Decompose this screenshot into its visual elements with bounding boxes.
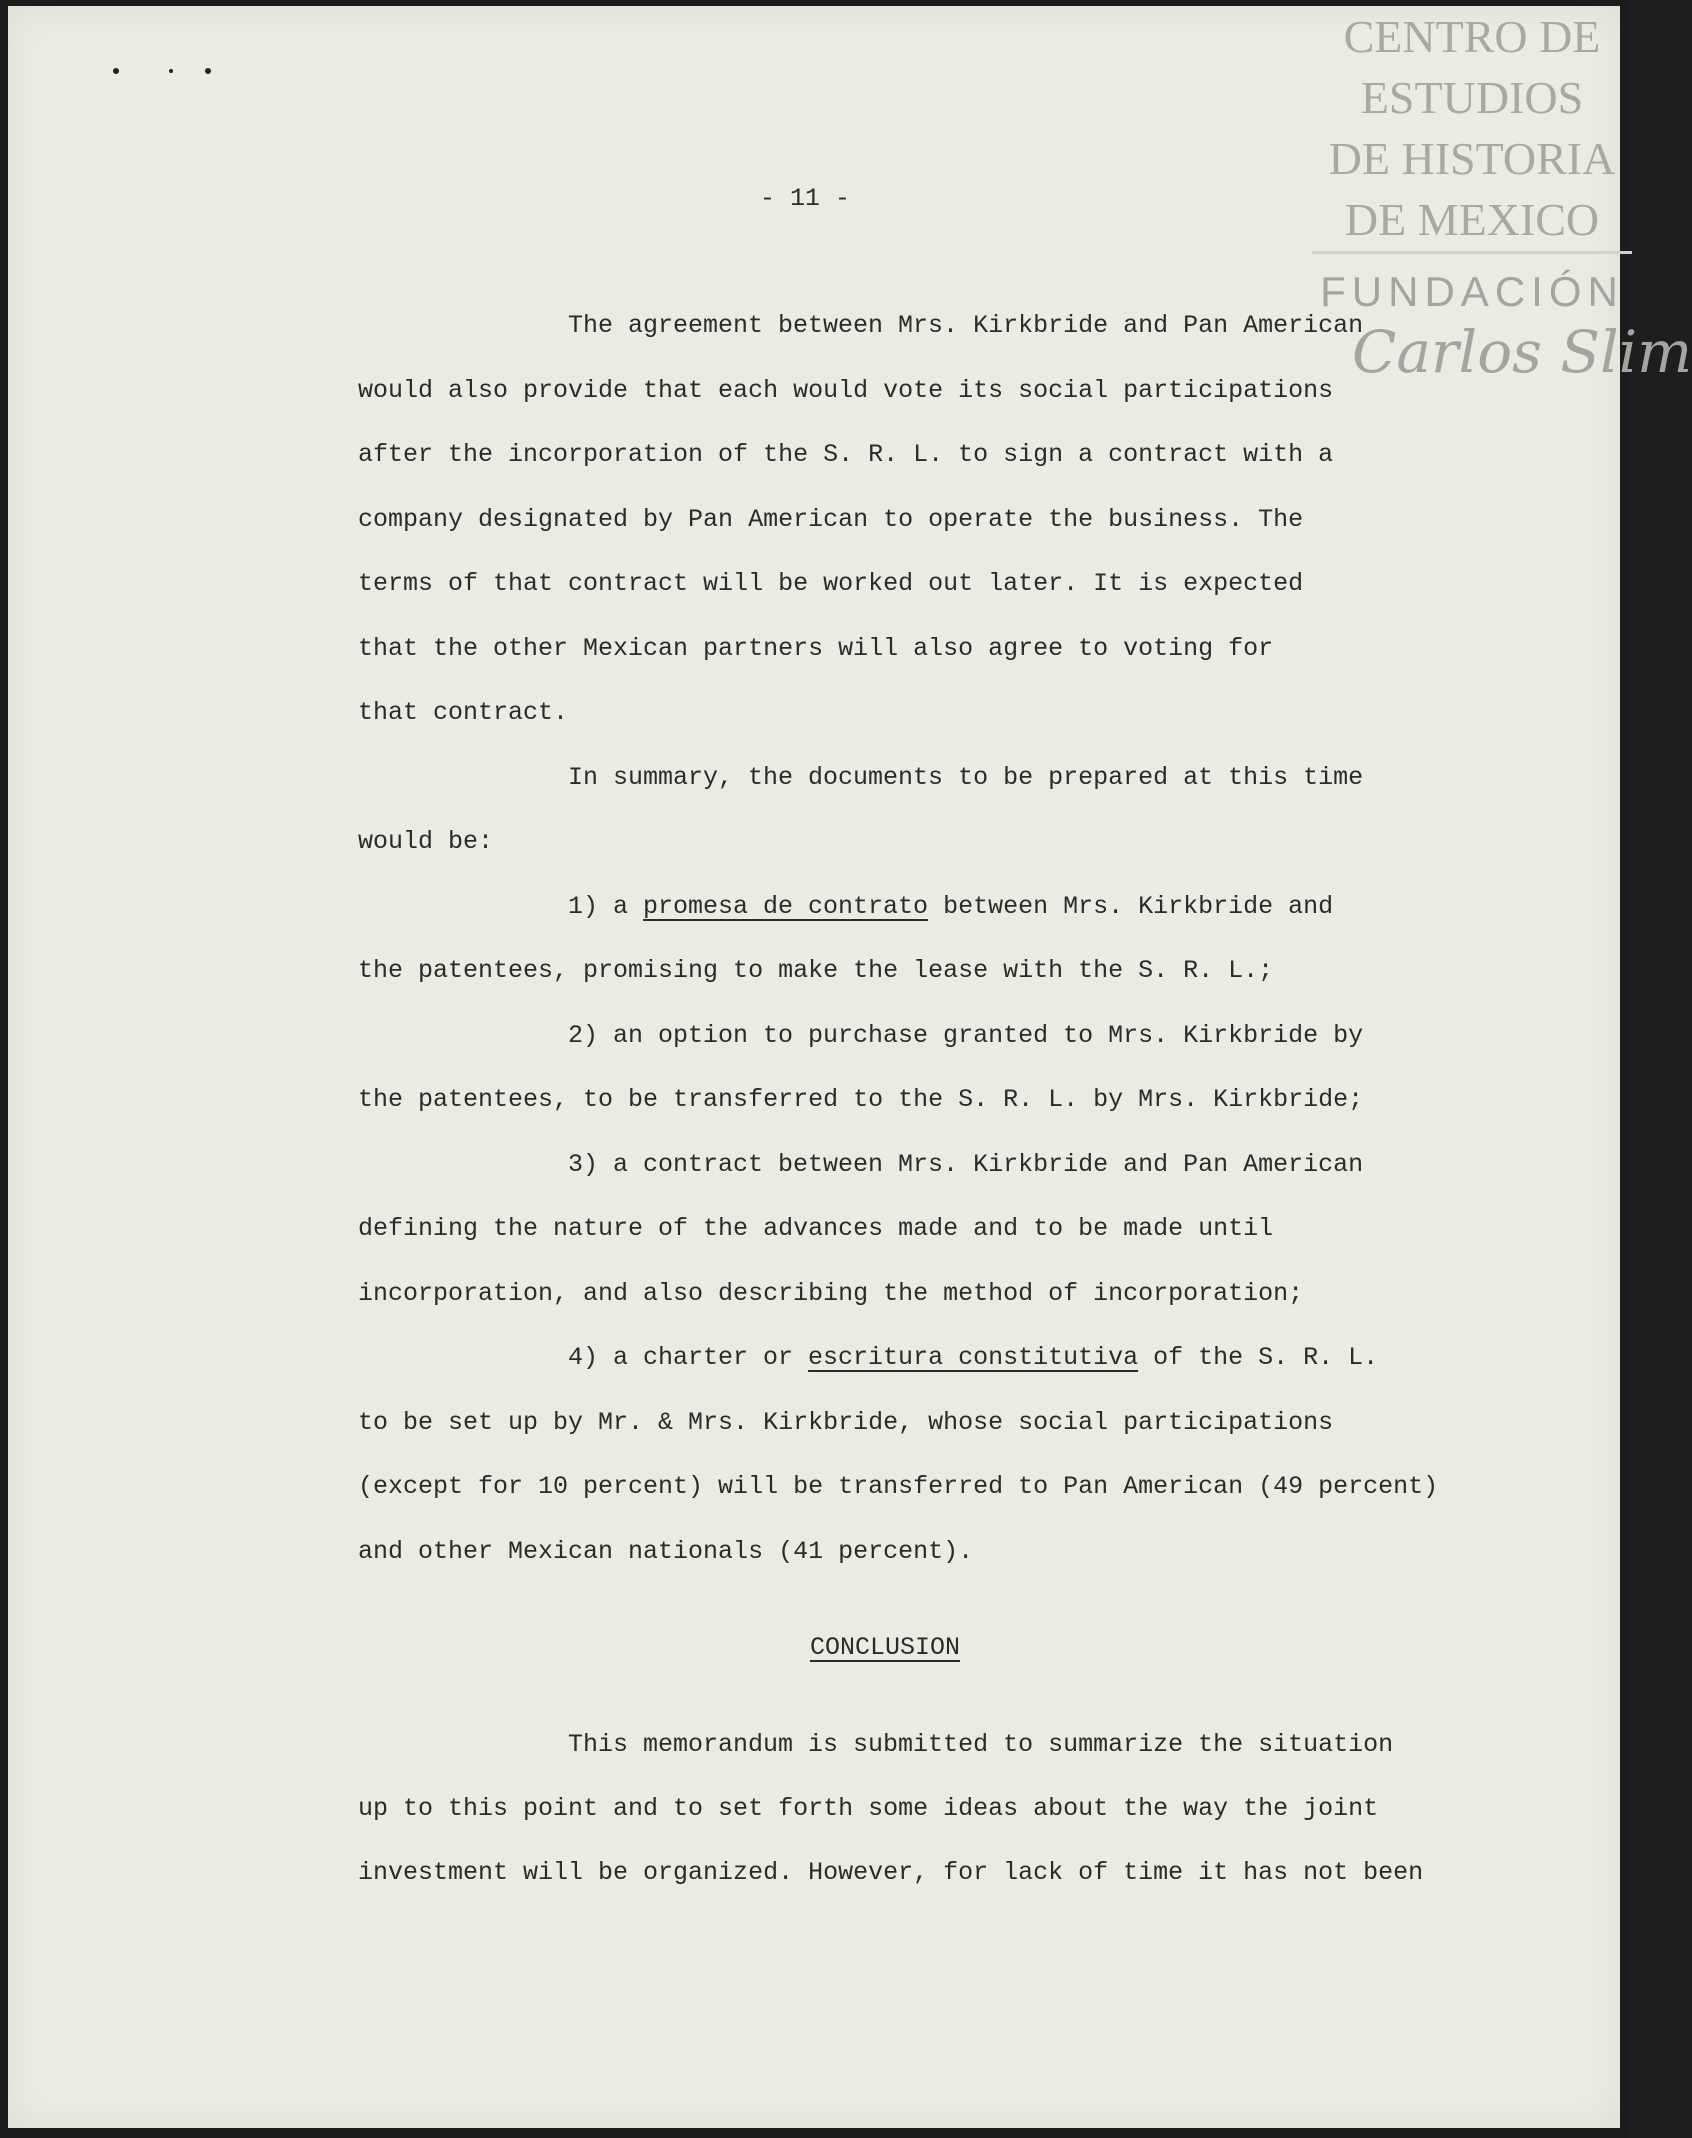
underlined-term: promesa de contrato — [643, 892, 929, 921]
watermark-line: DE HISTORIA — [1328, 133, 1616, 184]
list-item-2: 2) an option to purchase granted to Mrs. Kirkbride by — [568, 1021, 1364, 1050]
paragraph-line: (except for 10 percent) will be transferred to Pan American (49 percent) — [358, 1472, 1439, 1501]
paragraph-line: In summary, the documents to be prepared at this time — [568, 763, 1364, 792]
watermark-foundation: FUNDACIÓN — [1320, 268, 1624, 315]
paragraph-line: The agreement between Mrs. Kirkbride and Pan American — [568, 311, 1364, 340]
paragraph-line: company designated by Pan American to operate the business. The — [358, 505, 1304, 534]
list-item-text: 1) a — [568, 892, 644, 921]
list-item-3: 3) a contract between Mrs. Kirkbride and Pan American — [568, 1150, 1364, 1179]
paragraph-line: would be: — [358, 827, 494, 856]
page-number: - 11 - — [760, 184, 851, 213]
underlined-term: escritura constitutiva — [808, 1343, 1139, 1372]
paragraph-line: terms of that contract will be worked out later. It is expected — [358, 569, 1304, 598]
paragraph-line: investment will be organized. However, for lack of time it has not been — [358, 1858, 1424, 1887]
paragraph-line: the patentees, to be transferred to the S. R. L. by Mrs. Kirkbride; — [358, 1085, 1364, 1114]
paragraph-line: up to this point and to set forth some ideas about the way the joint — [358, 1794, 1379, 1823]
paragraph-line: the patentees, promising to make the lease with the S. R. L.; — [358, 956, 1274, 985]
mark-dot — [169, 69, 173, 73]
paragraph-line: and other Mexican nationals (41 percent). — [358, 1537, 974, 1566]
paragraph-line: that the other Mexican partners will also agree to voting for — [358, 634, 1274, 663]
watermark-line: DE MEXICO — [1344, 194, 1600, 245]
watermark-line: CENTRO DE — [1343, 11, 1601, 62]
mark-dot — [205, 68, 211, 74]
paragraph-line: that contract. — [358, 698, 569, 727]
paragraph-line: defining the nature of the advances made and to be made until — [358, 1214, 1274, 1243]
document-page — [8, 6, 1692, 2128]
list-item-4 — [568, 1343, 1378, 1373]
list-item-text: of the S. R. L. — [1138, 1343, 1379, 1372]
paragraph-line: incorporation, and also describing the method of incorporation; — [358, 1279, 1304, 1308]
corner-punch-marks — [113, 64, 223, 78]
paragraph-line: after the incorporation of the S. R. L. to sign a contract with a — [358, 440, 1334, 469]
paragraph-line: This memorandum is submitted to summarize the situation — [568, 1730, 1394, 1759]
mark-dot — [113, 68, 119, 74]
paragraph-line: would also provide that each would vote its social participations — [358, 376, 1334, 405]
watermark-signature: Carlos Slim — [1352, 318, 1692, 386]
paragraph-line: to be set up by Mr. & Mrs. Kirkbride, whose social participations — [358, 1408, 1334, 1437]
section-heading: CONCLUSION — [810, 1633, 961, 1662]
list-item-1 — [568, 892, 1333, 922]
watermark-divider — [1312, 251, 1632, 254]
list-item-text: 4) a charter or — [568, 1343, 809, 1372]
archive-watermark — [1312, 6, 1692, 406]
watermark-line: ESTUDIOS — [1360, 72, 1584, 123]
list-item-text: between Mrs. Kirkbride and — [928, 892, 1334, 921]
